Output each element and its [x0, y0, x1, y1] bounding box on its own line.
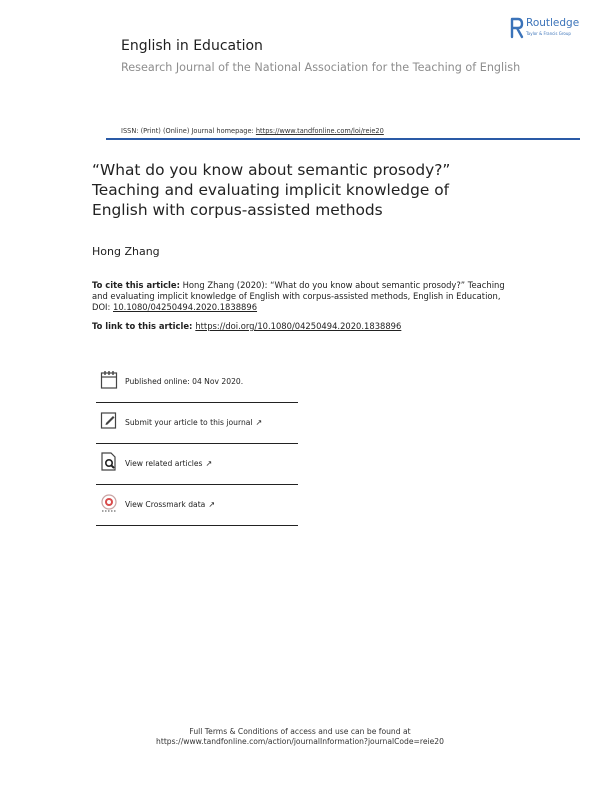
crossmark-link[interactable] [125, 500, 215, 509]
crossmark-label: View Crossmark data [125, 500, 206, 509]
submit-article-link[interactable] [125, 418, 262, 427]
related-articles-link[interactable] [125, 459, 212, 468]
publisher-name: Routledge [526, 17, 580, 29]
footer-terms-link[interactable]: https://www.tandfonline.com/action/journalInformation?journalCode=reie20 [156, 737, 444, 746]
issn-label: ISSN: (Print) (Online) Journal homepage: [121, 127, 256, 135]
citation-block [92, 280, 512, 313]
divider [96, 402, 298, 403]
submit-article-item[interactable] [100, 411, 300, 437]
issn-line [121, 127, 384, 135]
search-document-icon [100, 452, 118, 472]
published-date: Published online: 04 Nov 2020. [125, 377, 244, 386]
divider [96, 525, 298, 526]
cite-text-1: Hong Zhang (2020): “What do you know about semantic prosody?” Teaching [179, 280, 505, 290]
footer-terms-text: Full Terms & Conditions of access and use can be found at [189, 727, 411, 736]
journal-homepage-link[interactable]: https://www.tandfonline.com/loi/reie20 [255, 127, 384, 135]
routledge-r-icon [510, 17, 524, 39]
divider [96, 443, 298, 444]
publisher-tagline: Taylor & Francis Group [526, 31, 571, 36]
external-link-icon: ↗ [208, 500, 216, 509]
article-link-line [92, 321, 401, 331]
journal-subtitle: Research Journal of the National Association for the Teaching of English [121, 61, 521, 74]
article-title-line: English with corpus-assisted methods [92, 201, 383, 219]
published-online-item [100, 370, 300, 396]
article-title [92, 160, 512, 220]
cite-text-2: and evaluating implicit knowledge of English with corpus-assisted methods, English in Education, [92, 291, 501, 301]
crossmark-icon [100, 493, 118, 513]
header-divider [106, 138, 580, 140]
cite-label: To cite this article: [92, 280, 180, 290]
cite-doi-link[interactable]: 10.1080/04250494.2020.1838896 [113, 302, 258, 312]
article-doi-link[interactable]: https://doi.org/10.1080/04250494.2020.1838896 [195, 321, 402, 331]
calendar-icon [100, 370, 118, 390]
journal-title: English in Education [121, 38, 263, 54]
link-label: To link to this article: [92, 321, 196, 331]
routledge-logo [510, 17, 590, 43]
divider [96, 484, 298, 485]
crossmark-item[interactable] [100, 493, 300, 519]
footer [0, 727, 600, 747]
related-articles-item[interactable] [100, 452, 300, 478]
article-title-line: Teaching and evaluating implicit knowledge of [92, 181, 450, 199]
edit-note-icon [100, 411, 118, 431]
author-name: Hong Zhang [92, 245, 160, 258]
related-articles-label: View related articles [125, 459, 203, 468]
article-title-line: “What do you know about semantic prosody?” [92, 161, 451, 179]
external-link-icon: ↗ [255, 418, 263, 427]
cite-doi-prefix: DOI: [92, 302, 113, 312]
external-link-icon: ↗ [205, 459, 213, 468]
submit-article-label: Submit your article to this journal [125, 418, 253, 427]
